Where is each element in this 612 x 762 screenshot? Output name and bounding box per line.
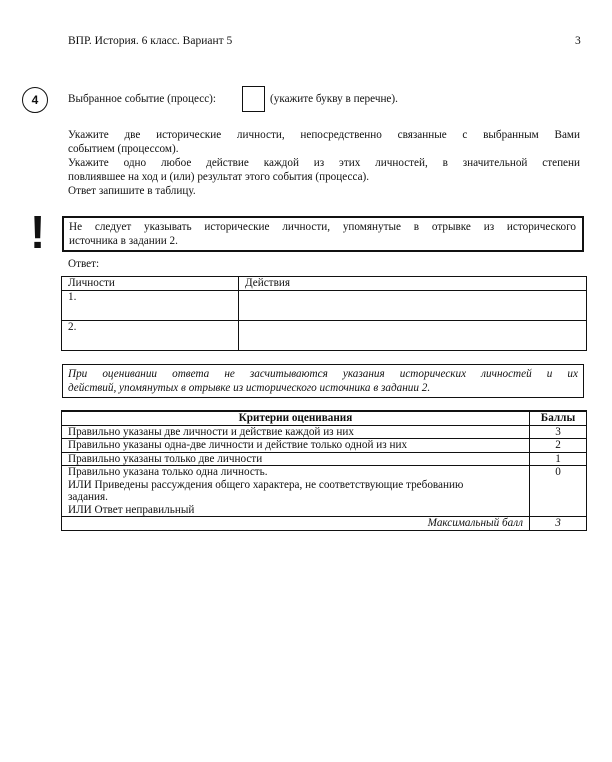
criterion-score: 1 <box>530 452 587 466</box>
document-header-title: ВПР. История. 6 класс. Вариант 5 <box>68 35 233 47</box>
instruction-line-5: Ответ запишите в таблицу. <box>68 185 196 197</box>
criterion-text: Правильно указаны только две личности <box>62 452 530 466</box>
answer-table <box>61 276 587 351</box>
task-number-badge: 4 <box>22 87 48 113</box>
warning-line-1: Не следует указывать исторические личности, упомянутые в отрывке из исторического <box>69 221 576 233</box>
scoring-note-line-2: действий, упомянутых в отрывке из исторического источника в задании 2. <box>68 382 431 394</box>
page-number: 3 <box>575 35 581 47</box>
event-label: Выбранное событие (процесс): <box>68 93 216 105</box>
criteria-header-row <box>62 411 587 425</box>
answer-header-persons: Личности <box>62 277 239 291</box>
answer-row-1-action[interactable] <box>239 291 587 321</box>
answer-table-header <box>62 277 587 291</box>
criterion-text: Правильно указаны одна-две личности и действие только одной из них <box>62 439 530 453</box>
answer-row-2-action[interactable] <box>239 321 587 351</box>
criteria-header: Критерии оценивания <box>62 411 530 425</box>
criterion-line: ИЛИ Ответ неправильный <box>68 503 195 516</box>
max-score-row <box>62 517 587 531</box>
table-row <box>62 466 587 517</box>
answer-label: Ответ: <box>68 258 100 270</box>
max-score-value: 3 <box>530 517 587 531</box>
criterion-score: 0 <box>530 466 587 517</box>
instruction-line-1: Укажите две исторические личности, непосредственно связанные с выбранным Вами <box>68 129 580 141</box>
event-hint: (укажите букву в перечне). <box>270 93 398 105</box>
exclamation-icon: ! <box>30 206 46 258</box>
table-row <box>62 425 587 439</box>
warning-box <box>62 216 584 252</box>
criteria-table <box>61 410 587 531</box>
criterion-text-multiline <box>62 466 530 517</box>
instruction-line-3: Укажите одно любое действие каждой из этих личностей, в значительной степени <box>68 157 580 169</box>
answer-table-row <box>62 291 587 321</box>
scoring-note-box <box>62 364 584 398</box>
criterion-score: 2 <box>530 439 587 453</box>
criterion-line: ИЛИ Приведены рассуждения общего характера, не соответствующие требованию <box>68 478 464 491</box>
criterion-line: Правильно указана только одна личность. <box>68 466 268 478</box>
instruction-line-4: повлиявшее на ход и (или) результат этого события (процесса). <box>68 171 370 183</box>
criterion-text: Правильно указаны две личности и действие каждой из них <box>62 425 530 439</box>
answer-header-actions: Действия <box>239 277 587 291</box>
warning-line-2: источника в задании 2. <box>69 235 178 247</box>
table-row <box>62 452 587 466</box>
table-row <box>62 439 587 453</box>
criterion-line: задания. <box>68 491 108 503</box>
answer-row-1-person[interactable]: 1. <box>62 291 239 321</box>
max-score-label: Максимальный балл <box>62 517 530 531</box>
scoring-note-line-1: При оценивании ответа не засчитываются указания исторических личностей и их <box>68 368 578 380</box>
answer-table-row <box>62 321 587 351</box>
criterion-score: 3 <box>530 425 587 439</box>
instruction-line-2: событием (процессом). <box>68 143 179 155</box>
answer-row-2-person[interactable]: 2. <box>62 321 239 351</box>
event-letter-box[interactable] <box>242 86 265 112</box>
score-header: Баллы <box>530 411 587 425</box>
